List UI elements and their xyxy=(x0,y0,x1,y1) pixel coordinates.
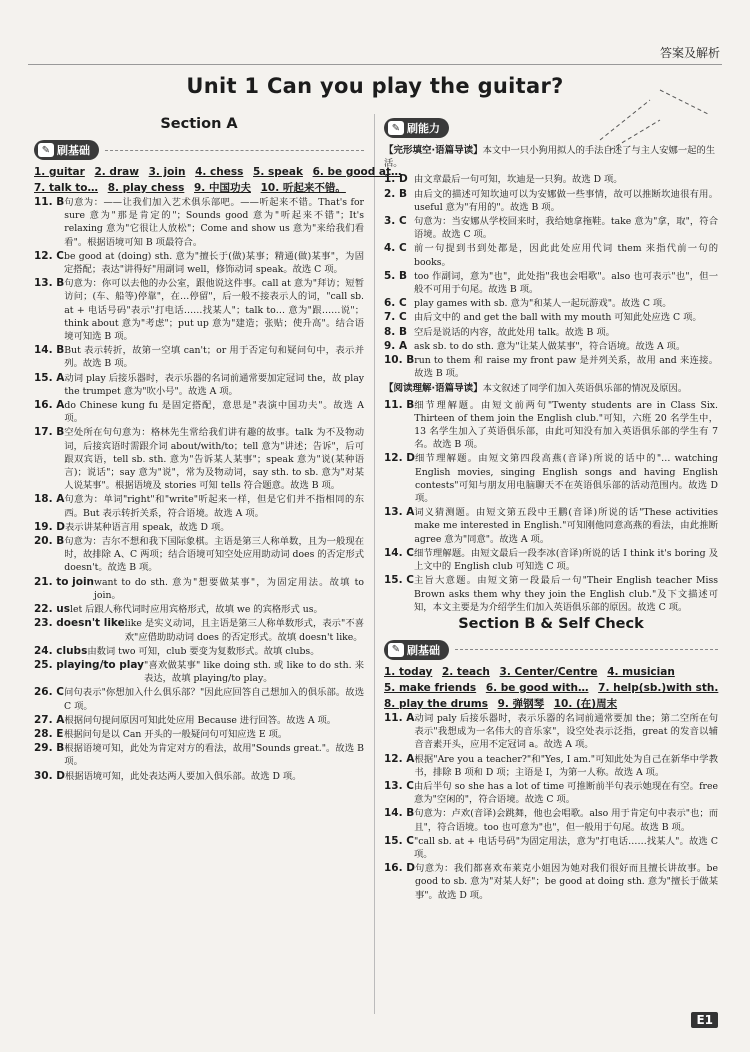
answer-item xyxy=(384,326,718,339)
answer-number: 30. D xyxy=(34,769,65,782)
answer-item xyxy=(34,617,364,643)
left-answer-list xyxy=(34,196,364,783)
answer-number: 15. C xyxy=(384,574,414,587)
answer-explanation: 句意为：你可以去他的办公室，跟他说这件事。call at 意为"拜访；短暂访问；(车、船等)停靠"，在…停留"，后一般不接表示人的词，"call sb. at + 电话号码"表示"打电话……找某人"；talk to… 意为"跟……说"；think about 意为"考虑"；put up 意为"建造；张贴；使升高"。结合语境可知选 B 项。 xyxy=(64,278,364,343)
answer-number: 14. B xyxy=(34,344,65,357)
answer-number: 15. A xyxy=(34,371,65,384)
answer-number: 17. B xyxy=(34,426,65,439)
right-column xyxy=(384,114,718,903)
fill-answer: 5. speak xyxy=(253,166,303,178)
fill-answers-b-row-1 xyxy=(384,664,718,680)
answer-item xyxy=(34,535,364,575)
answer-number: 7. C xyxy=(384,311,407,324)
column-divider xyxy=(374,114,375,1014)
answer-explanation: 动词 play 后接乐器时，表示乐器的名词前通常要加定冠词 the，故 play the trumpet 意为"吹小号"。故选 A 项。 xyxy=(64,372,364,397)
answer-number: 12. C xyxy=(34,249,64,262)
answer-item xyxy=(384,173,718,186)
answer-item xyxy=(384,215,718,241)
answer-number: 14. B xyxy=(384,807,415,820)
answer-explanation: 主旨大意题。由短文第一段最后一句"Their English teacher Miss Brown asks them why they join the English club."及下文描述可知，本文主要是为介绍学生们加入英语俱乐部的原因。故选 C 项。 xyxy=(414,575,718,613)
answer-item xyxy=(384,780,718,806)
answer-number: 13. A xyxy=(384,506,415,519)
answer-item xyxy=(384,452,718,505)
answer-number: 29. B xyxy=(34,742,65,755)
fill-answer: 9. 中国功夫 xyxy=(194,182,251,194)
answer-explanation: 句意为：我们都喜欢布莱克小姐因为她对我们很好而且擅长讲故事。be good to sb. 意为"对某人好"；be good at doing sth. 意为"擅长于做某事"。故选 D 项。 xyxy=(414,863,718,901)
answer-number: 10. B xyxy=(384,354,415,367)
answer-number: 23. doesn't like xyxy=(34,617,125,630)
answer-item xyxy=(34,426,364,492)
answer-explanation: 根据问句提问原因可知此处应用 Because 进行回答。故选 A 项。 xyxy=(64,714,337,726)
book-icon: ✎ xyxy=(388,643,404,657)
answer-number: 18. A xyxy=(34,493,65,506)
basic-badge-label: 刷基础 xyxy=(57,144,90,157)
answer-item xyxy=(34,770,364,783)
answer-item xyxy=(34,277,364,343)
answer-number: 22. us xyxy=(34,603,70,616)
answer-number: 11. B xyxy=(384,398,415,411)
cloze-guide xyxy=(384,144,718,170)
fill-answer: 10. 听起来不错。 xyxy=(260,182,346,194)
answer-item xyxy=(34,645,364,658)
section-a-title: Section A xyxy=(160,116,238,132)
badge-rule xyxy=(455,649,718,650)
answer-explanation: "喜欢做某事" like doing sth. 或 like to do sth. 来表达，故填 playing/to play。 xyxy=(144,659,364,685)
fill-answer: 4. chess xyxy=(195,166,244,178)
section-b-answer-list xyxy=(384,712,718,902)
answer-item xyxy=(34,399,364,425)
answer-item xyxy=(384,188,718,214)
section-b-title: Section B & Self Check xyxy=(458,615,644,632)
answer-item xyxy=(384,311,718,324)
fill-answer: 3. join xyxy=(148,166,186,178)
answer-explanation: 细节理解题。由短文第四段高燕(音译)所说的话中的"… watching English movies, singing English songs and having English contests"可知与朋友用电脑聊天不在英语俱乐部的活动范围内。故选 D 项。 xyxy=(414,453,718,505)
answer-explanation: too 作副词，意为"也"，此处指"我也会唱歌"。also 也可表示"也"，但一般不可用于句尾。故选 B 项。 xyxy=(414,270,718,296)
book-icon: ✎ xyxy=(38,143,54,157)
basic-badge-b xyxy=(384,640,449,660)
answer-number: 3. C xyxy=(384,215,407,228)
answer-number: 9. A xyxy=(384,339,408,352)
ability-badge xyxy=(384,118,449,138)
answer-item xyxy=(34,521,364,534)
answer-explanation: 句意为：——让我们加入艺术俱乐部吧。——听起来不错。That's for sure 意为"那是肯定的"；Sounds good 意为"听起来不错"；It's relaxing 意为"它很让人放松"；Come and show us 意为"来给我们看看"。根据语境可知 B 项最符合。 xyxy=(64,197,364,248)
fill-answers-b-row-3 xyxy=(384,696,718,712)
answer-explanation: 由数词 two 可知，club 要变为复数形式。故填 clubs。 xyxy=(87,645,320,657)
answer-explanation: 表示讲某种语言用 speak，故选 D 项。 xyxy=(64,521,230,533)
answer-number: 15. C xyxy=(384,834,414,847)
answer-explanation: 由后半句 so she has a lot of time 可推断前半句表示她现在有空。free 意为"空闲的"，符合语境。故选 C 项。 xyxy=(414,780,718,806)
fill-answer: 2. teach xyxy=(441,665,490,678)
answer-number: 24. clubs xyxy=(34,644,88,657)
answer-explanation: ask sb. to do sth. 意为"让某人做某事"，符合语境。故选 A 项。 xyxy=(414,340,686,352)
answer-number: 5. B xyxy=(384,269,407,282)
book-icon: ✎ xyxy=(388,121,404,135)
answer-explanation: 句意为：卢欢(音译)会跳舞，他也会唱歌。also 用于肯定句中表示"也；而且"，符合语境。too 也可意为"也"，但一般用于句尾。故选 B 项。 xyxy=(414,808,718,833)
unit-title: Unit 1 Can you play the guitar? xyxy=(186,74,564,98)
answer-item xyxy=(34,686,364,712)
answer-item xyxy=(384,835,718,861)
answer-explanation: 句意为：吉尔不想和我下国际象棋。主语是第三人称单数，且为一般现在时，故排除 A、C 两项；结合语境可知空处应用助动词 does 的否定形式 doesn't。故选 B 项。 xyxy=(64,536,364,574)
page-number: E1 xyxy=(691,1012,718,1028)
answer-number: 26. C xyxy=(34,686,64,699)
reading-guide-text: 本文叙述了同学们加入英语俱乐部的情况及原因。 xyxy=(482,383,688,395)
fill-answer: 6. be good with… xyxy=(485,681,589,694)
fill-answer: 8. play chess xyxy=(107,182,185,194)
answer-item xyxy=(34,659,364,685)
answer-explanation: want to do sth. 意为"想要做某事"，为固定用法。故填 to join。 xyxy=(94,576,364,601)
answer-item xyxy=(34,714,364,727)
basic-badge-line xyxy=(34,136,364,164)
answer-explanation: be good at (doing) sth. 意为"擅长于(做)某事；精通(做)某事"，为固定搭配；表达"讲得好"用副词 well，修饰动词 speak。故选 C 项。 xyxy=(64,250,364,276)
answer-explanation: 句意为：当安娜从学校回来时，我给她拿拖鞋。take 意为"拿，取"，符合语境。故选 C 项。 xyxy=(414,216,718,241)
answer-item xyxy=(34,603,364,616)
answer-item xyxy=(34,728,364,741)
cloze-answer-list xyxy=(384,173,718,380)
answer-item xyxy=(384,506,718,546)
answer-explanation: 前一句提到书到处都是，因此此处应用代词 them 来指代前一句的 books。 xyxy=(414,243,718,268)
answer-number: 21. to join xyxy=(34,575,95,588)
answer-item xyxy=(384,712,718,752)
fill-answer: 7. help(sb.)with sth. xyxy=(598,681,719,694)
answer-number: 13. C xyxy=(384,779,414,792)
answer-explanation: 由后文中的 and get the ball with my mouth 可知此处应选 C 项。 xyxy=(414,312,702,324)
fill-answer: 9. 弹钢琴 xyxy=(497,697,545,710)
fill-answer: 5. make friends xyxy=(384,681,477,694)
answer-number: 1. D xyxy=(384,173,408,186)
answer-number: 11. A xyxy=(384,711,415,724)
answer-explanation: 空后是说话的内容，故此处用 talk。故选 B 项。 xyxy=(414,326,615,338)
answer-explanation: 根据问句是以 Can 开头的一般疑问句可知应选 E 项。 xyxy=(64,728,288,740)
ability-badge-line xyxy=(384,114,718,142)
answer-item xyxy=(34,372,364,398)
cloze-guide-text: 本文中一只小狗用拟人的手法自述了与主人安娜一起的生活。 xyxy=(384,145,716,170)
header-tag: 答案及解析 xyxy=(659,46,720,60)
fill-answers-row-1 xyxy=(34,164,402,180)
answer-number: 20. B xyxy=(34,535,65,548)
answer-explanation: 由文章最后一句可知，坎迪是一只狗。故选 D 项。 xyxy=(414,174,623,186)
answer-explanation: 词义猜测题。由短文第五段中王鹏(音译)所说的话"These activities make me interested in English."可知刚他同意高燕的看法，由此推断 agree 意为"同意"。故选 A 项。 xyxy=(414,507,718,545)
answer-explanation: play games with sb. 意为"和某人一起玩游戏"。故选 C 项。 xyxy=(414,298,672,310)
fill-answer: 7. talk to… xyxy=(34,182,99,194)
ability-badge-label: 刷能力 xyxy=(407,122,440,135)
fill-answer: 1. guitar xyxy=(34,166,85,178)
fill-answers-row-2 xyxy=(34,180,364,196)
answer-explanation: 根据"Are you a teacher?"和"Yes, I am."可知此处为自己在新华中学教书，排除 B 项和 D 项；主语是 I，为第一人称。故选 A 项。 xyxy=(414,753,718,778)
answer-item xyxy=(384,297,718,310)
answer-item xyxy=(384,753,718,779)
answer-number: 16. A xyxy=(34,399,65,412)
answer-number: 28. E xyxy=(34,727,64,740)
answer-number: 11. B xyxy=(34,196,65,208)
answer-explanation: 问句表示"你想加入什么俱乐部？"因此应回答自己想加入的俱乐部。故选 C 项。 xyxy=(64,687,364,712)
badge-rule xyxy=(105,150,364,151)
answer-number: 6. C xyxy=(384,297,407,310)
answer-explanation: But 表示转折，故第一空填 can't；or 用于否定句和疑问句中，表示并列。故选 B 项。 xyxy=(64,345,364,370)
answer-explanation: do Chinese kung fu 是固定搭配，意思是"表演中国功夫"。故选 A 项。 xyxy=(64,400,364,425)
answer-explanation: like 是实义动词，且主语是第三人称单数形式，表示"不喜欢"应借助助动词 does 的否定形式。故填 doesn't like。 xyxy=(124,618,364,643)
answer-explanation: 根据语境可知，此处为肯定对方的看法，故用"Sounds great."。故选 B 项。 xyxy=(64,743,364,768)
fill-answer: 1. today xyxy=(384,665,433,678)
answer-item xyxy=(34,493,364,519)
answer-explanation: 动词 paly 后接乐器时，表示乐器的名词前通常要加 the；第二空所在句表示"我想成为一名伟大的音乐家"，设空处表示泛指，great 的发音以辅音音素开头，应用不定冠词 a。故选 A 项。 xyxy=(414,712,718,751)
answer-number: 25. playing/to play xyxy=(34,658,145,671)
answer-number: 13. B xyxy=(34,277,65,290)
fill-answer: 10. (在)周末 xyxy=(553,697,618,710)
answer-item xyxy=(384,354,718,380)
answer-number: 2. B xyxy=(384,187,407,200)
answer-item xyxy=(34,344,364,370)
answer-item xyxy=(384,340,718,353)
fill-answer: 2. draw xyxy=(94,166,139,178)
fill-answer: 4. musician xyxy=(607,665,675,678)
answer-explanation: 由后文的描述可知坎迪可以为安娜做一些事情，故可以推断坎迪很有用。useful 意为"有用的"。故选 B 项。 xyxy=(414,188,718,213)
answer-number: 12. A xyxy=(384,752,415,765)
answer-item xyxy=(34,576,364,602)
answer-item xyxy=(384,807,718,833)
fill-answers-b-row-2 xyxy=(384,680,718,696)
answer-number: 12. D xyxy=(384,452,415,465)
basic-badge-b-label: 刷基础 xyxy=(407,643,440,657)
fill-answer: 8. play the drums xyxy=(384,697,488,710)
answer-item xyxy=(34,742,364,768)
answer-explanation: 空处所在句句意为：格林先生常给我们讲有趣的故事。talk 为不及物动词，后接宾语时需跟介词 about/with/to；tell 意为"讲述；告诉"，后可跟双宾语，tell sb. sth. 意为"告诉某人某事"；speak 意为"说(某种语言)；说话"；say 意为"说"，常为及物动词，say sth. to sb. 意为"对某人说某事"。根据语境及 stories 可知 tells 符合题意。故选 B 项。 xyxy=(64,427,364,492)
answer-number: 8. B xyxy=(384,325,407,338)
fill-answer: 6. be good at… xyxy=(312,166,402,178)
fill-answer: 3. Center/Centre xyxy=(499,665,598,678)
reading-guide xyxy=(384,382,718,395)
answer-explanation: 细节理解题。由短文前两句"Twenty students are in Class Six. Thirteen of them join the English club."可知，六班 20 名学生中，13 名学生加入了英语俱乐部，由此可知没有加入英语俱乐部的学生有 7 名。故选 B 项。 xyxy=(414,399,718,451)
answer-explanation: "call sb. at + 电话号码"为固定用法，意为"打电话……找某人"。故选 C 项。 xyxy=(414,835,718,860)
answer-explanation: 细节理解题。由短文最后一段李冰(音译)所说的话 I think it's boring 及上文中的 English club 可知选 C 项。 xyxy=(414,547,718,573)
answer-number: 19. D xyxy=(34,520,65,533)
answer-number: 27. A xyxy=(34,713,65,726)
header-rule xyxy=(28,64,722,65)
answer-explanation: 句意为：单词"right"和"write"听起来一样，但是它们并不指相同的东西。But 表示转折关系，符合语境。故选 A 项。 xyxy=(64,494,364,519)
answer-item xyxy=(384,547,718,573)
answer-explanation: let 后跟人称代词时应用宾格形式，故填 we 的宾格形式 us。 xyxy=(69,604,323,616)
basic-badge-line-b xyxy=(384,636,718,664)
answer-number: 14. C xyxy=(384,546,414,559)
answer-number: 16. D xyxy=(384,862,415,875)
answer-item xyxy=(384,574,718,614)
answer-item xyxy=(384,270,718,296)
answer-number: 4. C xyxy=(384,242,407,255)
basic-badge xyxy=(34,140,99,160)
answer-explanation: run to them 和 raise my front paw 是并列关系，故用 and 来连接。故选 B 项。 xyxy=(414,355,718,380)
answer-item xyxy=(384,862,718,902)
reading-guide-tag: 【阅读理解·语篇导读】 xyxy=(384,383,483,395)
answer-item xyxy=(384,242,718,268)
cloze-guide-tag: 【完形填空·语篇导读】 xyxy=(384,145,483,156)
answer-item xyxy=(384,399,718,452)
answer-explanation: 根据语境可知，此处表达两人要加入俱乐部。故选 D 项。 xyxy=(64,770,302,782)
reading-answer-list xyxy=(384,399,718,614)
answer-item xyxy=(34,196,364,249)
answer-item xyxy=(34,250,364,276)
